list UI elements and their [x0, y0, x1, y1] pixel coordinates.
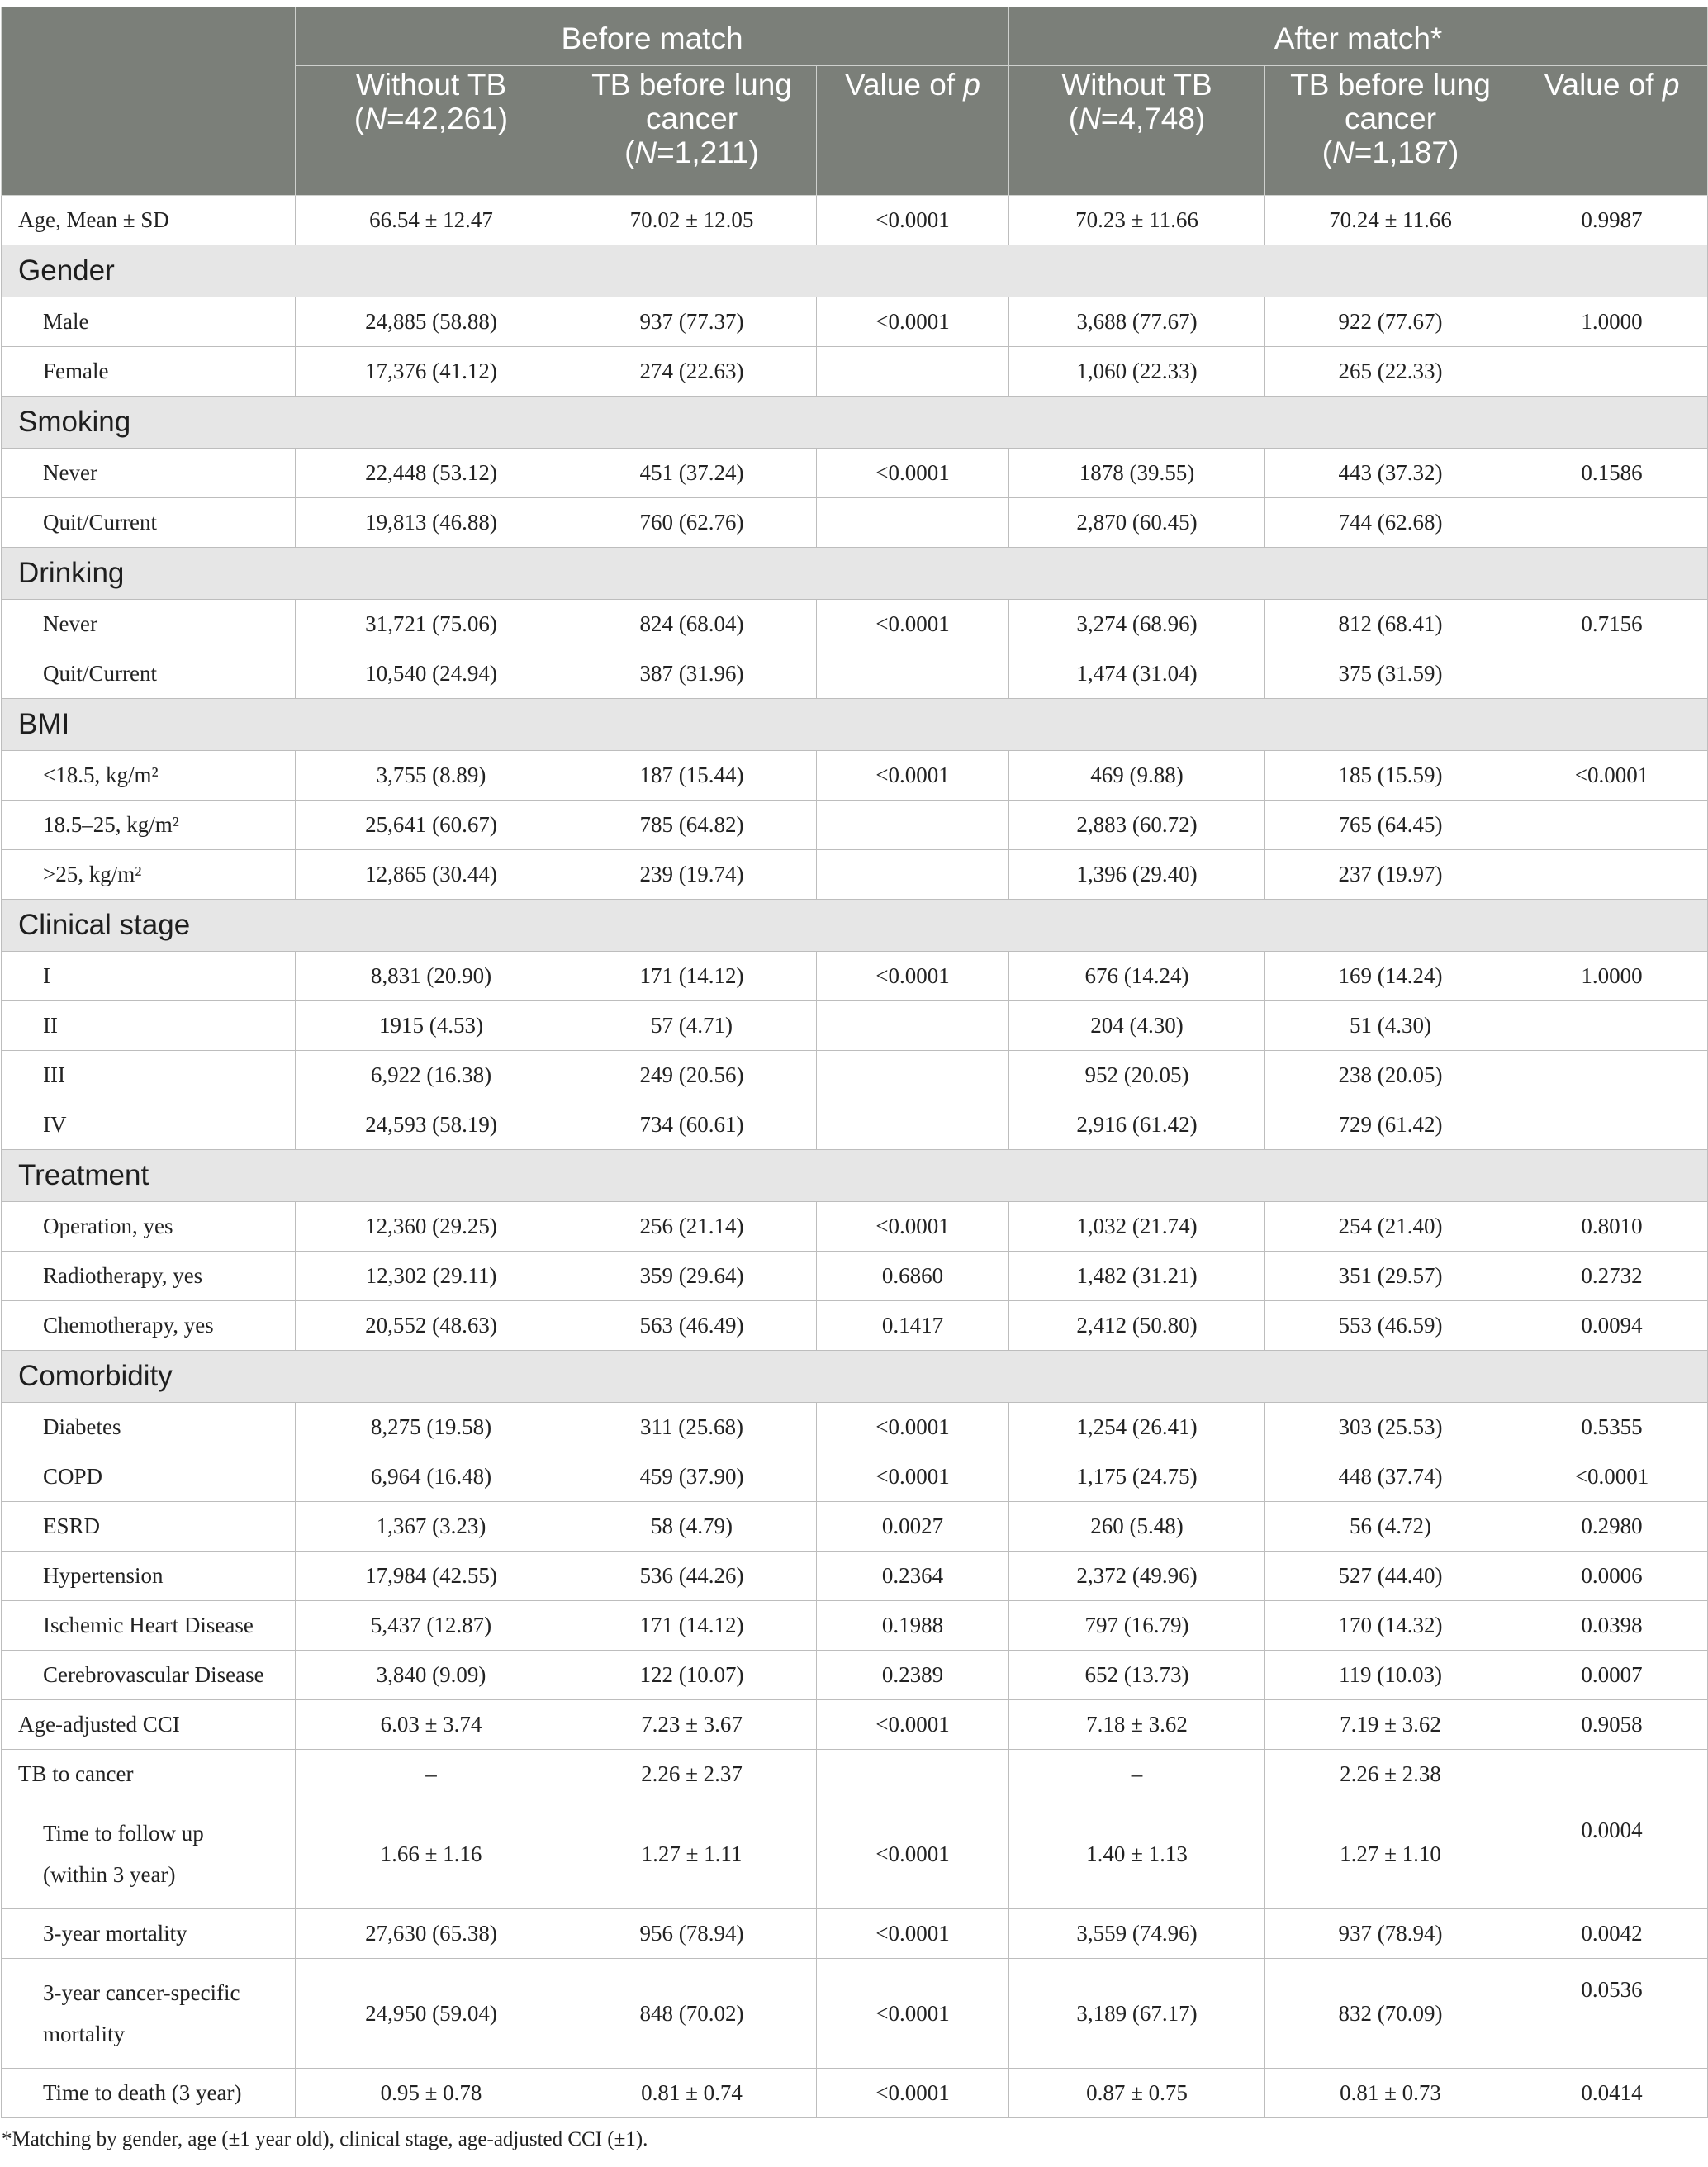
table-cell: 2,883 (60.72) [1009, 801, 1265, 850]
header-corner [2, 7, 296, 196]
table-cell [817, 1001, 1009, 1051]
table-cell [1516, 347, 1708, 397]
section-heading: Smoking [2, 397, 1708, 449]
table-row [2, 1051, 1708, 1100]
table-cell: <0.0001 [817, 2069, 1009, 2118]
table-cell: 6,964 (16.48) [296, 1452, 567, 1502]
section-row [2, 548, 1708, 600]
row-label: Ischemic Heart Disease [2, 1601, 296, 1651]
table-cell: 676 (14.24) [1009, 952, 1265, 1001]
table-cell: 3,559 (74.96) [1009, 1909, 1265, 1959]
table-cell: 937 (77.37) [567, 297, 817, 347]
table-cell: 0.2389 [817, 1651, 1009, 1700]
table-cell: 760 (62.76) [567, 498, 817, 548]
table-cell: 7.23 ± 3.67 [567, 1700, 817, 1750]
table-cell: 204 (4.30) [1009, 1001, 1265, 1051]
section-heading: Clinical stage [2, 900, 1708, 952]
table-cell: 812 (68.41) [1265, 600, 1516, 649]
table-row [2, 952, 1708, 1001]
table-cell: 956 (78.94) [567, 1909, 817, 1959]
table-cell: 6,922 (16.38) [296, 1051, 567, 1100]
table-cell: 0.0027 [817, 1502, 1009, 1552]
column-header: TB before lung cancer (N=1,187) [1265, 66, 1516, 196]
section-heading: Drinking [2, 548, 1708, 600]
table-cell: 170 (14.32) [1265, 1601, 1516, 1651]
table-cell: 0.9058 [1516, 1700, 1708, 1750]
table-cell: 24,950 (59.04) [296, 1959, 567, 2069]
section-heading: BMI [2, 699, 1708, 751]
row-label: <18.5, kg/m² [2, 751, 296, 801]
table-cell: 58 (4.79) [567, 1502, 817, 1552]
table-cell: 0.2732 [1516, 1252, 1708, 1301]
section-row [2, 245, 1708, 297]
table-cell: 1,060 (22.33) [1009, 347, 1265, 397]
table-row [2, 1403, 1708, 1452]
table-cell: <0.0001 [1516, 751, 1708, 801]
table-row [2, 1502, 1708, 1552]
table-cell [817, 801, 1009, 850]
table-cell: <0.0001 [817, 1403, 1009, 1452]
section-row [2, 1351, 1708, 1403]
table-cell: 443 (37.32) [1265, 449, 1516, 498]
table-cell: 1,175 (24.75) [1009, 1452, 1265, 1502]
column-header: Without TB (N=4,748) [1009, 66, 1265, 196]
table-cell: <0.0001 [817, 1202, 1009, 1252]
row-label: Time to death (3 year) [2, 2069, 296, 2118]
table-body [2, 196, 1708, 2118]
table-cell: 8,831 (20.90) [296, 952, 567, 1001]
table-cell: 1.40 ± 1.13 [1009, 1799, 1265, 1909]
row-label: Never [2, 449, 296, 498]
row-label: ESRD [2, 1502, 296, 1552]
table-cell: 12,360 (29.25) [296, 1202, 567, 1252]
group-header-before: Before match [296, 7, 1009, 66]
table-cell: 0.1586 [1516, 449, 1708, 498]
table-cell: 3,274 (68.96) [1009, 600, 1265, 649]
table-cell: 260 (5.48) [1009, 1502, 1265, 1552]
table-cell: 185 (15.59) [1265, 751, 1516, 801]
row-label: Age, Mean ± SD [2, 196, 296, 245]
section-row [2, 900, 1708, 952]
table-row [2, 600, 1708, 649]
table-cell: 311 (25.68) [567, 1403, 817, 1452]
row-label: II [2, 1001, 296, 1051]
table-cell: <0.0001 [817, 1452, 1009, 1502]
table-cell: <0.0001 [817, 751, 1009, 801]
table-cell: 7.18 ± 3.62 [1009, 1700, 1265, 1750]
table-cell: 20,552 (48.63) [296, 1301, 567, 1351]
table-cell: 1,482 (31.21) [1009, 1252, 1265, 1301]
row-label: Diabetes [2, 1403, 296, 1452]
row-label: TB to cancer [2, 1750, 296, 1799]
table-cell: 12,865 (30.44) [296, 850, 567, 900]
table-cell: 1.66 ± 1.16 [296, 1799, 567, 1909]
table-cell: 31,721 (75.06) [296, 600, 567, 649]
column-header: Value of p [1516, 66, 1708, 196]
table-cell: 0.95 ± 0.78 [296, 2069, 567, 2118]
table-cell: 387 (31.96) [567, 649, 817, 699]
group-header-after: After match* [1009, 7, 1708, 66]
table-cell: 1,254 (26.41) [1009, 1403, 1265, 1452]
table-cell: 952 (20.05) [1009, 1051, 1265, 1100]
table-row [2, 1252, 1708, 1301]
table-cell: 527 (44.40) [1265, 1552, 1516, 1601]
row-label: 3-year mortality [2, 1909, 296, 1959]
table-row [2, 1100, 1708, 1150]
row-label: Cerebrovascular Disease [2, 1651, 296, 1700]
table-cell: 0.0006 [1516, 1552, 1708, 1601]
table-cell: – [1009, 1750, 1265, 1799]
table-cell: 2.26 ± 2.38 [1265, 1750, 1516, 1799]
table-cell: 451 (37.24) [567, 449, 817, 498]
row-label: Age-adjusted CCI [2, 1700, 296, 1750]
table-cell: 119 (10.03) [1265, 1651, 1516, 1700]
table-row [2, 1750, 1708, 1799]
row-label [2, 1959, 296, 2069]
table-cell: 0.2364 [817, 1552, 1009, 1601]
table-cell: <0.0001 [817, 449, 1009, 498]
table-cell [1516, 1100, 1708, 1150]
table-cell: 0.0007 [1516, 1651, 1708, 1700]
row-label: Operation, yes [2, 1202, 296, 1252]
row-label-line: (within 3 year) [43, 1862, 176, 1887]
table-cell: 553 (46.59) [1265, 1301, 1516, 1351]
row-label-line: Time to follow up [43, 1821, 204, 1846]
table-cell: 0.2980 [1516, 1502, 1708, 1552]
table-cell: <0.0001 [817, 1799, 1009, 1909]
table-cell: 0.87 ± 0.75 [1009, 2069, 1265, 2118]
table-cell: 0.1988 [817, 1601, 1009, 1651]
table-cell: <0.0001 [1516, 1452, 1708, 1502]
table-cell: 2.26 ± 2.37 [567, 1750, 817, 1799]
table-row [2, 2069, 1708, 2118]
table-cell: 274 (22.63) [567, 347, 817, 397]
table-row [2, 1799, 1708, 1909]
row-label: Never [2, 600, 296, 649]
table-cell [817, 498, 1009, 548]
table-cell [1516, 649, 1708, 699]
table-cell: 254 (21.40) [1265, 1202, 1516, 1252]
comparison-table [1, 7, 1708, 2118]
table-cell: 0.8010 [1516, 1202, 1708, 1252]
table-cell: 24,885 (58.88) [296, 297, 567, 347]
table-cell: 237 (19.97) [1265, 850, 1516, 900]
table-cell: 1.27 ± 1.11 [567, 1799, 817, 1909]
row-label: Hypertension [2, 1552, 296, 1601]
table-cell: 171 (14.12) [567, 952, 817, 1001]
table-cell: 375 (31.59) [1265, 649, 1516, 699]
table-cell [1516, 801, 1708, 850]
table-cell [1516, 498, 1708, 548]
table-cell: 1,367 (3.23) [296, 1502, 567, 1552]
table-cell: 3,688 (77.67) [1009, 297, 1265, 347]
table-cell: 1.0000 [1516, 297, 1708, 347]
table-cell: 57 (4.71) [567, 1001, 817, 1051]
table-row [2, 1552, 1708, 1601]
table-row [2, 449, 1708, 498]
table-cell: 5,437 (12.87) [296, 1601, 567, 1651]
table-cell: 0.6860 [817, 1252, 1009, 1301]
row-label: Quit/Current [2, 649, 296, 699]
table-cell [817, 1051, 1009, 1100]
row-label: Radiotherapy, yes [2, 1252, 296, 1301]
table-cell [1516, 1750, 1708, 1799]
table-cell: 351 (29.57) [1265, 1252, 1516, 1301]
table-cell: <0.0001 [817, 297, 1009, 347]
row-label: IV [2, 1100, 296, 1150]
table-cell: 0.0042 [1516, 1909, 1708, 1959]
table-cell: 25,641 (60.67) [296, 801, 567, 850]
section-row [2, 397, 1708, 449]
table-cell: 70.23 ± 11.66 [1009, 196, 1265, 245]
table-cell: 19,813 (46.88) [296, 498, 567, 548]
table-cell: 265 (22.33) [1265, 347, 1516, 397]
table-cell: 239 (19.74) [567, 850, 817, 900]
table-cell [817, 1100, 1009, 1150]
table-cell: <0.0001 [817, 1959, 1009, 2069]
table-cell: 2,870 (60.45) [1009, 498, 1265, 548]
table-cell: 744 (62.68) [1265, 498, 1516, 548]
table-cell: 729 (61.42) [1265, 1100, 1516, 1150]
table-cell: 797 (16.79) [1009, 1601, 1265, 1651]
table-cell: 8,275 (19.58) [296, 1403, 567, 1452]
table-cell: 1915 (4.53) [296, 1001, 567, 1051]
table-cell: 122 (10.07) [567, 1651, 817, 1700]
table-cell: 765 (64.45) [1265, 801, 1516, 850]
table-row [2, 196, 1708, 245]
table-cell: 832 (70.09) [1265, 1959, 1516, 2069]
table-cell: 0.1417 [817, 1301, 1009, 1351]
table-cell: 27,630 (65.38) [296, 1909, 567, 1959]
table-cell: 785 (64.82) [567, 801, 817, 850]
table-cell: 824 (68.04) [567, 600, 817, 649]
row-label-line: mortality [43, 2022, 125, 2046]
table-cell: 169 (14.24) [1265, 952, 1516, 1001]
table-cell: 2,916 (61.42) [1009, 1100, 1265, 1150]
column-header: Value of p [817, 66, 1009, 196]
row-label: Quit/Current [2, 498, 296, 548]
table-cell: <0.0001 [817, 952, 1009, 1001]
row-label: III [2, 1051, 296, 1100]
table-cell: 359 (29.64) [567, 1252, 817, 1301]
table-cell: 0.81 ± 0.73 [1265, 2069, 1516, 2118]
table-cell: 6.03 ± 3.74 [296, 1700, 567, 1750]
table-cell [817, 1750, 1009, 1799]
table-cell: 2,412 (50.80) [1009, 1301, 1265, 1351]
table-cell: 238 (20.05) [1265, 1051, 1516, 1100]
row-label: I [2, 952, 296, 1001]
table-cell: 10,540 (24.94) [296, 649, 567, 699]
table-cell: 70.24 ± 11.66 [1265, 196, 1516, 245]
table-row [2, 347, 1708, 397]
table-cell: 303 (25.53) [1265, 1403, 1516, 1452]
table-cell: <0.0001 [817, 1909, 1009, 1959]
row-label: >25, kg/m² [2, 850, 296, 900]
table-row [2, 1001, 1708, 1051]
table-cell: 0.7156 [1516, 600, 1708, 649]
table-cell: 0.0414 [1516, 2069, 1708, 2118]
table-cell [1516, 850, 1708, 900]
table-cell: 70.02 ± 12.05 [567, 196, 817, 245]
table-row [2, 850, 1708, 900]
table-cell: 0.0004 [1516, 1799, 1708, 1909]
table-cell: 7.19 ± 3.62 [1265, 1700, 1516, 1750]
table-cell: 249 (20.56) [567, 1051, 817, 1100]
table-cell: 469 (9.88) [1009, 751, 1265, 801]
column-header: Without TB (N=42,261) [296, 66, 567, 196]
footnote: *Matching by gender, age (±1 year old), clinical stage, age-adjusted CCI (±1). [2, 2128, 648, 2150]
table-cell: 0.0094 [1516, 1301, 1708, 1351]
table-cell: 0.5355 [1516, 1403, 1708, 1452]
table-cell [817, 850, 1009, 900]
table-row [2, 1601, 1708, 1651]
row-label: Male [2, 297, 296, 347]
table-cell: 734 (60.61) [567, 1100, 817, 1150]
table-row [2, 751, 1708, 801]
table-row [2, 498, 1708, 548]
table-row [2, 801, 1708, 850]
table-cell [1516, 1001, 1708, 1051]
table-row [2, 1909, 1708, 1959]
table-cell: <0.0001 [817, 196, 1009, 245]
row-label: 18.5–25, kg/m² [2, 801, 296, 850]
table-cell [817, 649, 1009, 699]
table-cell: 3,189 (67.17) [1009, 1959, 1265, 2069]
section-row [2, 699, 1708, 751]
table-cell: 1.0000 [1516, 952, 1708, 1001]
table-cell: 187 (15.44) [567, 751, 817, 801]
section-heading: Gender [2, 245, 1708, 297]
table-cell: 1878 (39.55) [1009, 449, 1265, 498]
table-row [2, 649, 1708, 699]
table-cell: 66.54 ± 12.47 [296, 196, 567, 245]
table-cell: 459 (37.90) [567, 1452, 817, 1502]
table-header [2, 7, 1708, 196]
table-cell: 12,302 (29.11) [296, 1252, 567, 1301]
table-container [0, 7, 1708, 2118]
table-cell: <0.0001 [817, 1700, 1009, 1750]
table-cell: 448 (37.74) [1265, 1452, 1516, 1502]
table-cell: 51 (4.30) [1265, 1001, 1516, 1051]
table-row [2, 1452, 1708, 1502]
table-cell: 1.27 ± 1.10 [1265, 1799, 1516, 1909]
table-cell: 3,755 (8.89) [296, 751, 567, 801]
table-cell: 2,372 (49.96) [1009, 1552, 1265, 1601]
table-cell: 848 (70.02) [567, 1959, 817, 2069]
table-row [2, 1959, 1708, 2069]
table-cell: 563 (46.49) [567, 1301, 817, 1351]
table-cell: 0.0536 [1516, 1959, 1708, 2069]
table-cell: 0.9987 [1516, 196, 1708, 245]
table-cell: – [296, 1750, 567, 1799]
section-heading: Treatment [2, 1150, 1708, 1202]
table-cell: 937 (78.94) [1265, 1909, 1516, 1959]
row-label: Chemotherapy, yes [2, 1301, 296, 1351]
table-cell: 3,840 (9.09) [296, 1651, 567, 1700]
table-cell: 0.0398 [1516, 1601, 1708, 1651]
column-header: TB before lung cancer (N=1,211) [567, 66, 817, 196]
table-cell: 256 (21.14) [567, 1202, 817, 1252]
table-cell: 652 (13.73) [1009, 1651, 1265, 1700]
table-row [2, 297, 1708, 347]
table-cell: 171 (14.12) [567, 1601, 817, 1651]
table-cell: 1,396 (29.40) [1009, 850, 1265, 900]
row-label [2, 1799, 296, 1909]
section-row [2, 1150, 1708, 1202]
table-row [2, 1202, 1708, 1252]
table-cell: 24,593 (58.19) [296, 1100, 567, 1150]
table-cell: 1,474 (31.04) [1009, 649, 1265, 699]
row-label: COPD [2, 1452, 296, 1502]
table-row [2, 1700, 1708, 1750]
table-cell: 22,448 (53.12) [296, 449, 567, 498]
table-cell: 17,376 (41.12) [296, 347, 567, 397]
table-cell: 56 (4.72) [1265, 1502, 1516, 1552]
table-cell: 922 (77.67) [1265, 297, 1516, 347]
row-label-line: 3-year cancer-specific [43, 1980, 240, 2005]
table-cell: 17,984 (42.55) [296, 1552, 567, 1601]
table-cell [1516, 1051, 1708, 1100]
table-row [2, 1301, 1708, 1351]
table-cell [817, 347, 1009, 397]
table-cell: 0.81 ± 0.74 [567, 2069, 817, 2118]
section-heading: Comorbidity [2, 1351, 1708, 1403]
table-row [2, 1651, 1708, 1700]
table-cell: 1,032 (21.74) [1009, 1202, 1265, 1252]
table-cell: 536 (44.26) [567, 1552, 817, 1601]
table-cell: <0.0001 [817, 600, 1009, 649]
row-label: Female [2, 347, 296, 397]
